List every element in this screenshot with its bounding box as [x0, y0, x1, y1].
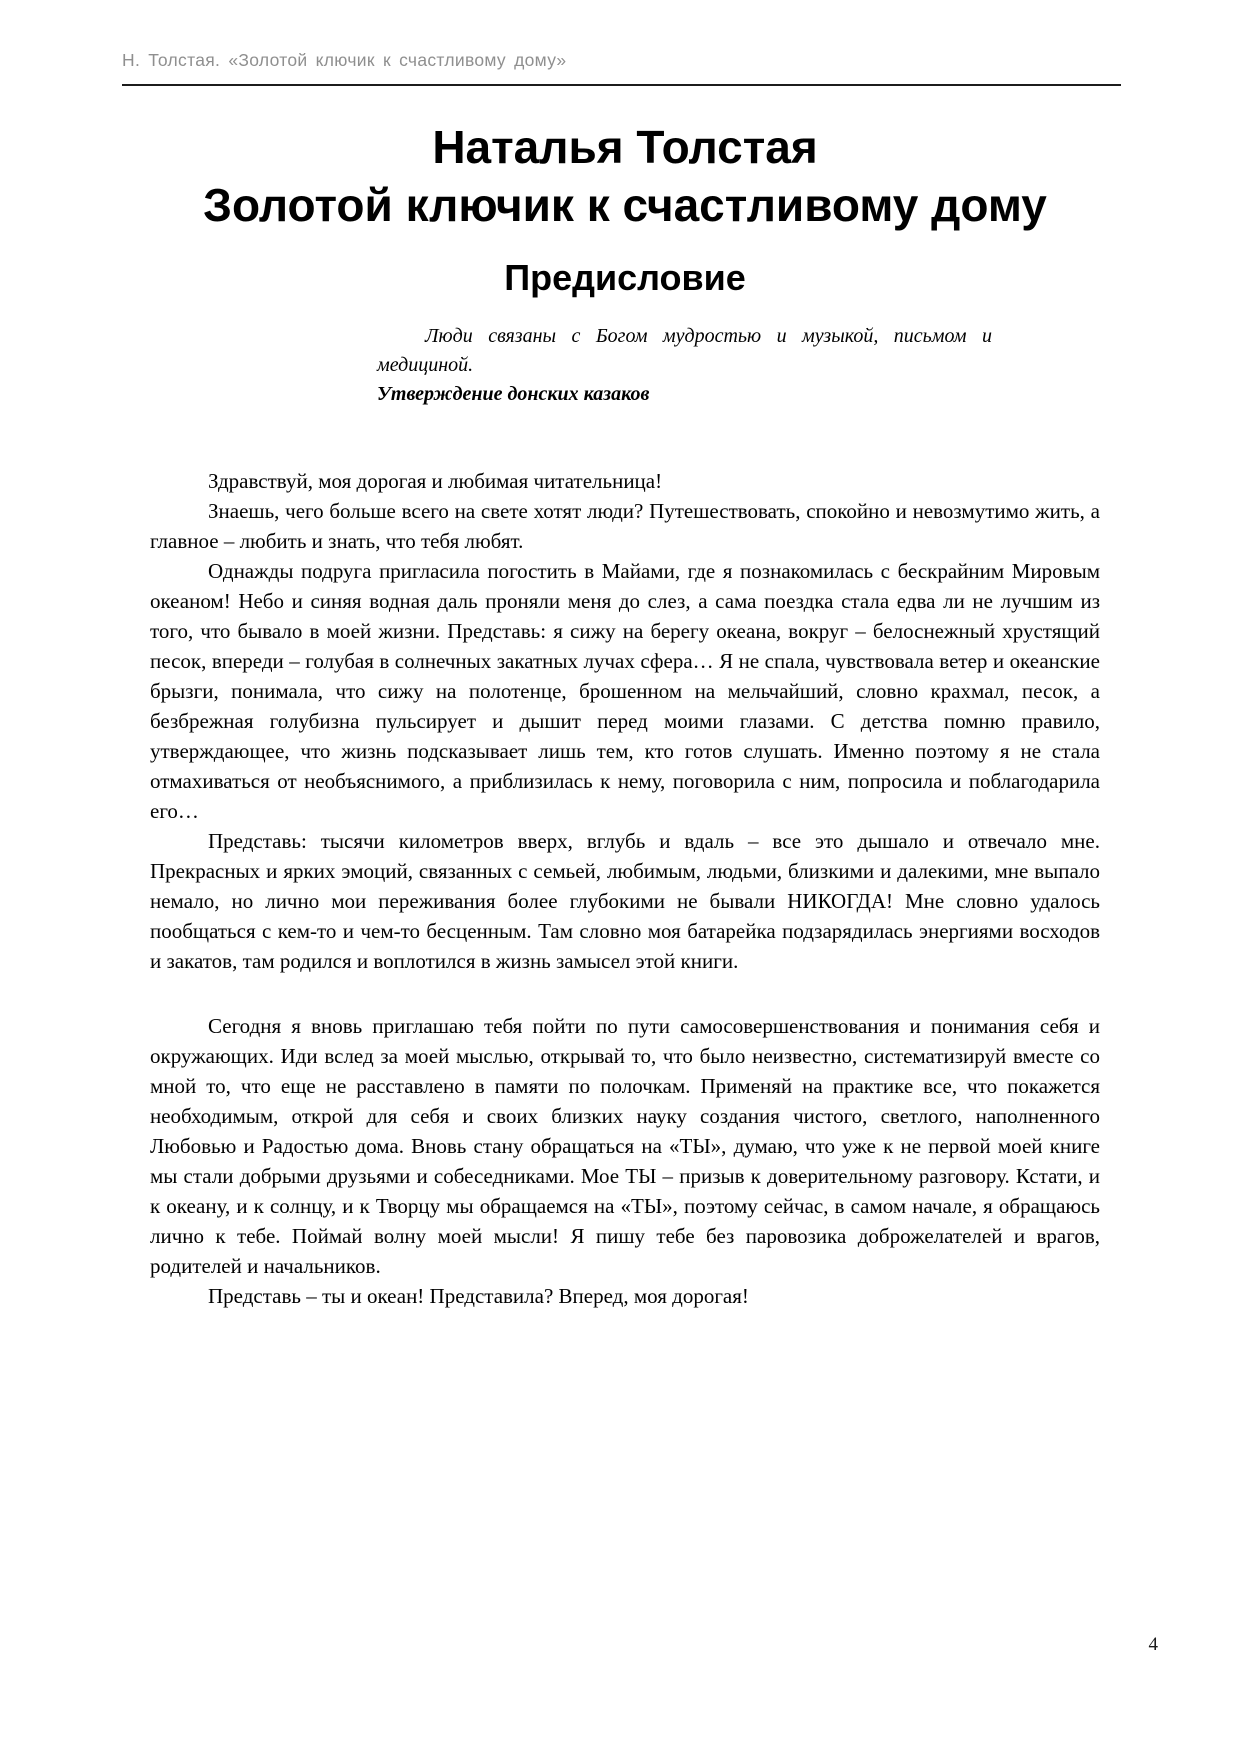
running-header-title: Н. Толстая. «Золотой ключик к счастливому дому»: [122, 50, 567, 70]
chapter-heading: Предисловие: [504, 257, 746, 298]
epigraph-text: Люди связаны с Богом мудростью и музыкой, письмом и медициной.: [377, 325, 992, 376]
body-text: [150, 466, 1100, 1311]
header-rule: [122, 84, 1121, 86]
paragraph-greeting: Здравствуй, моя дорогая и любимая читательница!: [208, 469, 663, 493]
paragraph-miami: Однажды подруга пригласила погостить в Майами, где я познакомилась с бескрайним Мировым океаном! Небо и синяя водная даль проняли меня до слез, а сама поездка стала едва ли не лучшим из того, что бывало в моей жизни. Представь: я сижу на берегу океана, вокруг – белоснежный хрустящий песок, впереди – голубая в солнечных закатных лучах сфера… Я не спала, чувствовала ветер и океанские брызги, понимала, что сижу на полотенце, брошенном на мельчайший, словно крахмал, песок, а безбрежная голубизна пульсирует и дышит перед моими глазами. С детства помню правило, утверждающее, что жизнь подсказывает лишь тем, кто готов слушать. Именно поэтому я не стала отмахиваться от необъяснимого, а приблизилась к нему, поговорила с ним, попросила и поблагодарила его…: [150, 559, 1100, 823]
epigraph: [377, 322, 992, 409]
running-header: [122, 50, 1121, 86]
book-name: Золотой ключик к счастливому дому: [203, 179, 1047, 231]
paragraph-what-people-want: Знаешь, чего больше всего на свете хотят люди? Путешествовать, спокойно и невозмутимо жить, а главное – любить и знать, что тебя любят.: [150, 499, 1100, 553]
book-title: [150, 118, 1100, 234]
epigraph-attribution: Утверждение донских казаков: [377, 383, 650, 405]
page-number: 4: [1148, 1634, 1158, 1655]
paragraph-ocean-emotions: Представь: тысячи километров вверх, вглубь и вдаль – все это дышало и отвечало мне. Прекрасных и ярких эмоций, связанных с семьей, любимым, людьми, близкими и далекими, мне выпало немало, но лично мои переживания более глубокими не бывали НИКОГДА! Мне словно удалось пообщаться с кем-то и чем-то бесценным. Там словно моя батарейка подзарядилась энергиями восходов и закатов, там родился и воплотился в жизнь замысел этой книги.: [150, 829, 1100, 973]
paragraph-invitation: Сегодня я вновь приглашаю тебя пойти по пути самосовершенствования и понимания себя и окружающих. Иди вслед за моей мыслью, открывай то, что было неизвестно, систематизируй вместе со мной то, что еще не расставлено в памяти по полочкам. Применяй на практике все, что покажется необходимым, открой для себя и своих близких науку создания чистого, светлого, наполненного Любовью и Радостью дома. Вновь стану обращаться на «ТЫ», думаю, что уже к не первой моей книге мы стали добрыми друзьями и собеседниками. Мое ТЫ – призыв к доверительному разговору. Кстати, и к океану, и к солнцу, и к Творцу мы обращаемся на «ТЫ», поэтому сейчас, в самом начале, я обращаюсь лично к тебе. Поймай волну моей мысли! Я пишу тебе без паровозика доброжелателей и врагов, родителей и начальников.: [150, 1014, 1100, 1278]
paragraph-closing: Представь – ты и океан! Представила? Вперед, моя дорогая!: [208, 1284, 749, 1308]
book-author: Наталья Толстая: [432, 121, 818, 173]
